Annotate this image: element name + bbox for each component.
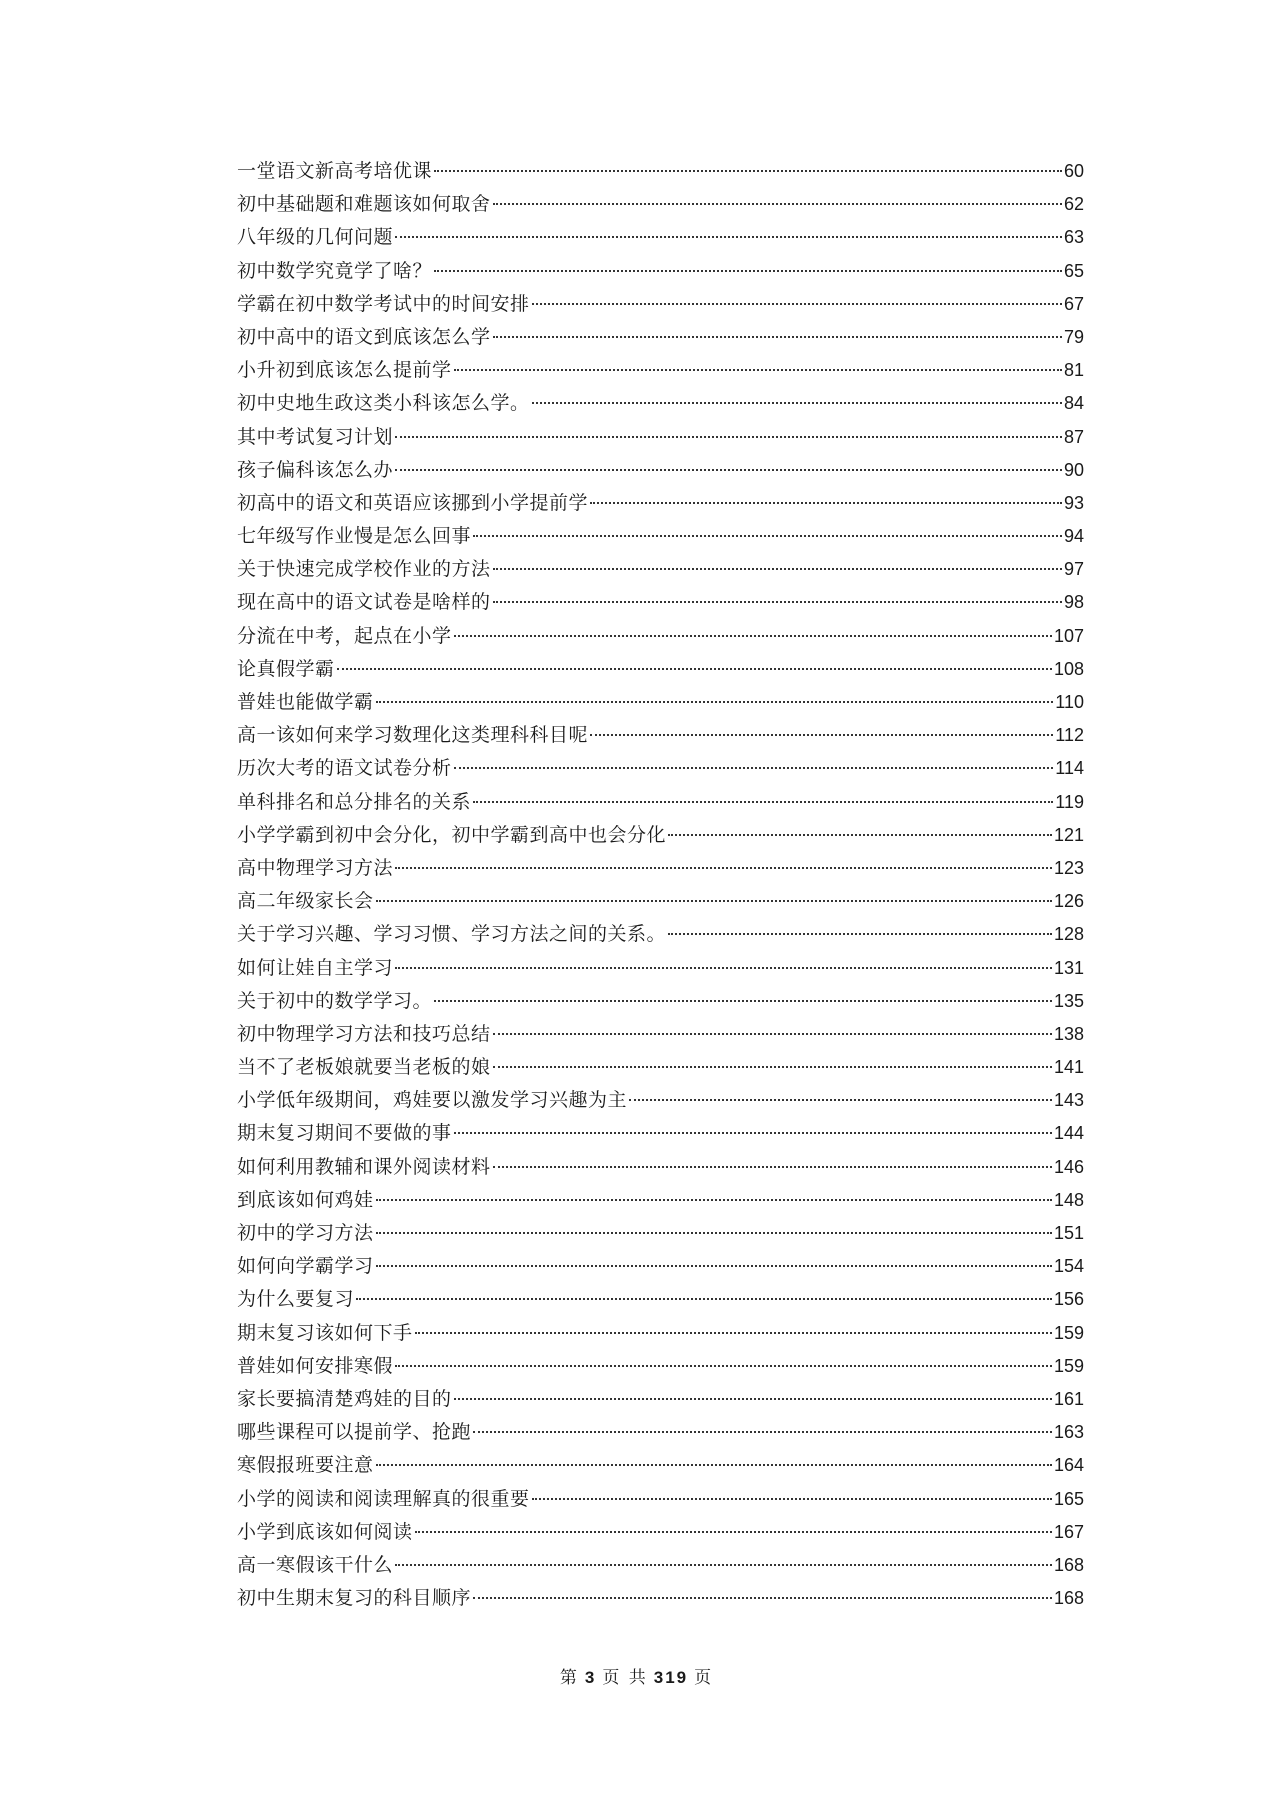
toc-entry-title: 初高中的语文和英语应该挪到小学提前学 <box>237 491 589 514</box>
footer-prefix: 第 <box>559 1668 579 1688</box>
toc-entry-title: 关于快速完成学校作业的方法 <box>237 558 491 581</box>
toc-entry[interactable] <box>237 1184 1084 1217</box>
toc-entry-page-number: 110 <box>1055 692 1084 712</box>
toc-entry-title: 到底该如何鸡娃 <box>237 1188 374 1211</box>
toc-entry-title: 小学的阅读和阅读理解真的很重要 <box>237 1487 530 1510</box>
dot-leader <box>454 369 1062 371</box>
toc-entry[interactable] <box>237 553 1084 586</box>
toc-entry[interactable] <box>237 421 1084 454</box>
toc-entry-title: 高一寒假该干什么 <box>237 1553 394 1576</box>
toc-entry-page-number: 112 <box>1055 725 1084 746</box>
toc-entry-page-number: 135 <box>1053 990 1084 1011</box>
toc-entry-title: 期末复习期间不要做的事 <box>237 1122 452 1145</box>
toc-entry-title: 七年级写作业慢是怎么回事 <box>237 525 472 548</box>
toc-entry-page-number: 79 <box>1063 326 1084 347</box>
toc-entry-page-number: 65 <box>1063 260 1084 281</box>
toc-entry-title: 为什么要复习 <box>237 1288 355 1311</box>
toc-entry-title: 普娃如何安排寒假 <box>237 1354 394 1377</box>
toc-entry-page-number: 60 <box>1063 161 1084 181</box>
toc-entry[interactable] <box>237 952 1084 985</box>
toc-entry[interactable] <box>237 985 1084 1018</box>
toc-entry-page-number: 165 <box>1053 1488 1084 1509</box>
toc-entry[interactable] <box>237 520 1084 553</box>
toc-entry[interactable] <box>237 885 1084 918</box>
toc-entry-title: 其中考试复习计划 <box>237 425 394 448</box>
toc-entry-page-number: 143 <box>1053 1090 1084 1111</box>
dot-leader <box>493 1033 1052 1035</box>
toc-entry[interactable] <box>237 188 1084 221</box>
toc-entry-title: 初中史地生政这类小科该怎么学。 <box>237 392 530 415</box>
dot-leader <box>395 867 1052 869</box>
toc-entry-title: 寒假报班要注意 <box>237 1454 374 1477</box>
toc-entry-title: 初中高中的语文到底该怎么学 <box>237 325 491 348</box>
page-footer <box>0 1663 1273 1688</box>
toc-entry-title: 小学低年级期间，鸡娃要以激发学习兴趣为主 <box>237 1089 628 1112</box>
toc-entry-title: 关于学习兴趣、学习习惯、学习方法之间的关系。 <box>237 923 667 946</box>
toc-entry-page-number: 81 <box>1063 360 1084 381</box>
dot-leader <box>473 1597 1052 1599</box>
footer-suffix: 页 <box>694 1668 714 1688</box>
dot-leader <box>493 601 1062 603</box>
toc-entry-title: 家长要搞清楚鸡娃的目的 <box>237 1387 452 1410</box>
dot-leader <box>395 469 1062 471</box>
toc-entry[interactable] <box>237 1416 1084 1449</box>
dot-leader <box>590 734 1053 736</box>
dot-leader <box>473 801 1053 803</box>
toc-entry-page-number: 114 <box>1055 758 1084 779</box>
dot-leader <box>532 402 1062 404</box>
toc-entry[interactable] <box>237 321 1084 354</box>
toc-entry-page-number: 159 <box>1053 1322 1084 1343</box>
toc-entry-page-number: 156 <box>1053 1289 1084 1310</box>
toc-entry[interactable] <box>237 1283 1084 1316</box>
toc-entry-page-number: 161 <box>1053 1388 1084 1409</box>
toc-entry-page-number: 126 <box>1053 891 1084 912</box>
toc-entry-title: 学霸在初中数学考试中的时间安排 <box>237 292 530 315</box>
toc-entry-title: 单科排名和总分排名的关系 <box>237 790 472 813</box>
dot-leader <box>454 767 1054 769</box>
toc-entry-page-number: 141 <box>1053 1057 1084 1078</box>
toc-entry-page-number: 131 <box>1053 957 1084 978</box>
toc-entry-page-number: 148 <box>1053 1189 1084 1210</box>
toc-entry[interactable] <box>237 221 1084 254</box>
toc-entry[interactable] <box>237 1151 1084 1184</box>
toc-entry[interactable] <box>237 1084 1084 1117</box>
dot-leader <box>376 1464 1052 1466</box>
toc-entry-page-number: 144 <box>1053 1123 1084 1144</box>
toc-entry-page-number: 168 <box>1053 1554 1084 1575</box>
toc-entry-title: 普娃也能做学霸 <box>237 691 374 713</box>
toc-entry-page-number: 108 <box>1053 658 1084 679</box>
toc-entry-title: 分流在中考，起点在小学 <box>237 624 452 647</box>
dot-leader <box>532 1498 1052 1500</box>
dot-leader <box>395 967 1052 969</box>
toc-entry[interactable] <box>237 1582 1084 1615</box>
toc-entry[interactable] <box>237 454 1084 487</box>
toc-entry-page-number: 154 <box>1053 1256 1084 1277</box>
toc-entry[interactable] <box>237 288 1084 321</box>
toc-entry[interactable] <box>237 1350 1084 1383</box>
toc-entry-page-number: 90 <box>1063 459 1084 480</box>
toc-entry-page-number: 164 <box>1053 1455 1084 1476</box>
toc-entry-page-number: 67 <box>1063 293 1084 314</box>
dot-leader <box>415 1332 1052 1334</box>
toc-entry-title: 初中生期末复习的科目顺序 <box>237 1587 472 1610</box>
dot-leader <box>454 1132 1052 1134</box>
toc-entry-page-number: 93 <box>1063 492 1084 513</box>
toc-entry-title: 八年级的几何问题 <box>237 226 394 249</box>
dot-leader <box>493 203 1062 205</box>
toc-entry-title: 小升初到底该怎么提前学 <box>237 359 452 382</box>
toc-entry-page-number: 159 <box>1053 1355 1084 1376</box>
toc-entry[interactable] <box>237 620 1084 653</box>
toc-entry[interactable] <box>237 1018 1084 1051</box>
dot-leader <box>376 1265 1052 1267</box>
toc-entry-title: 一堂语文新高考培优课 <box>237 160 433 182</box>
toc-entry-page-number: 94 <box>1063 526 1084 547</box>
dot-leader <box>532 303 1062 305</box>
toc-entry[interactable] <box>237 819 1084 852</box>
toc-entry[interactable] <box>237 586 1084 619</box>
toc-entry[interactable] <box>237 918 1084 951</box>
toc-entry-title: 论真假学霸 <box>237 657 335 680</box>
toc-entry[interactable] <box>237 1217 1084 1250</box>
dot-leader <box>376 900 1052 902</box>
toc-entry-page-number: 151 <box>1053 1223 1084 1243</box>
toc-entry-page-number: 167 <box>1053 1521 1084 1542</box>
toc-entry-title: 哪些课程可以提前学、抢跑 <box>237 1421 472 1444</box>
toc-entry-title: 初中物理学习方法和技巧总结 <box>237 1022 491 1045</box>
dot-leader <box>395 436 1062 438</box>
current-page-number: 3 <box>584 1668 597 1687</box>
toc-entry-title: 如何让娃自主学习 <box>237 956 394 979</box>
toc-entry-title: 期末复习该如何下手 <box>237 1321 413 1344</box>
dot-leader <box>434 270 1062 272</box>
toc-entry[interactable] <box>237 752 1084 785</box>
dot-leader <box>415 1531 1052 1533</box>
toc-entry[interactable] <box>237 1250 1084 1283</box>
toc-entry[interactable] <box>237 1483 1084 1516</box>
toc-entry-title: 高一该如何来学习数理化这类理科科目呢 <box>237 724 589 747</box>
toc-entry-title: 小学到底该如何阅读 <box>237 1520 413 1543</box>
dot-leader <box>395 236 1062 238</box>
table-of-contents <box>237 155 1084 1615</box>
dot-leader <box>454 635 1052 637</box>
toc-entry-title: 初中的学习方法 <box>237 1222 374 1244</box>
toc-entry-title: 初中基础题和难题该如何取舍 <box>237 193 491 216</box>
toc-entry-page-number: 138 <box>1053 1023 1084 1044</box>
toc-entry[interactable] <box>237 387 1084 420</box>
toc-entry[interactable] <box>237 653 1084 686</box>
toc-entry[interactable] <box>237 255 1084 288</box>
toc-entry-title: 关于初中的数学学习。 <box>237 989 433 1012</box>
dot-leader <box>590 502 1062 504</box>
toc-entry-page-number: 107 <box>1053 625 1084 646</box>
toc-entry-title: 如何向学霸学习 <box>237 1255 374 1278</box>
toc-entry-title: 当不了老板娘就要当老板的娘 <box>237 1056 491 1079</box>
dot-leader <box>434 170 1062 172</box>
dot-leader <box>337 668 1052 670</box>
dot-leader <box>629 1099 1052 1101</box>
toc-entry-title: 小学学霸到初中会分化，初中学霸到高中也会分化 <box>237 823 667 846</box>
dot-leader <box>493 336 1062 338</box>
toc-entry-page-number: 97 <box>1063 559 1084 580</box>
dot-leader <box>493 1066 1052 1068</box>
dot-leader <box>668 933 1052 935</box>
toc-entry-page-number: 146 <box>1053 1156 1084 1177</box>
toc-entry[interactable] <box>237 354 1084 387</box>
dot-leader <box>376 1199 1052 1201</box>
dot-leader <box>434 1000 1052 1002</box>
toc-entry-page-number: 98 <box>1063 592 1084 613</box>
toc-entry[interactable] <box>237 1549 1084 1582</box>
toc-entry-page-number: 63 <box>1063 227 1084 248</box>
toc-entry-page-number: 119 <box>1055 791 1084 812</box>
toc-entry[interactable] <box>237 719 1084 752</box>
toc-entry-title: 如何利用教辅和课外阅读材料 <box>237 1155 491 1178</box>
toc-entry[interactable] <box>237 155 1084 188</box>
toc-entry-title: 高二年级家长会 <box>237 890 374 913</box>
toc-entry-page-number: 128 <box>1053 924 1084 945</box>
toc-entry-title: 现在高中的语文试卷是啥样的 <box>237 591 491 614</box>
footer-middle: 页 共 <box>602 1668 648 1688</box>
dot-leader <box>668 834 1052 836</box>
toc-entry-page-number: 121 <box>1053 824 1084 845</box>
toc-entry-page-number: 62 <box>1063 194 1084 215</box>
toc-entry[interactable] <box>237 686 1084 719</box>
total-page-count: 319 <box>653 1668 689 1687</box>
toc-entry[interactable] <box>237 1383 1084 1416</box>
toc-entry[interactable] <box>237 1449 1084 1482</box>
toc-entry-page-number: 123 <box>1053 857 1084 878</box>
toc-entry-page-number: 84 <box>1063 393 1084 414</box>
toc-entry[interactable] <box>237 852 1084 885</box>
toc-entry[interactable] <box>237 1317 1084 1350</box>
dot-leader <box>493 568 1062 570</box>
toc-entry[interactable] <box>237 1117 1084 1150</box>
toc-entry-title: 初中数学究竟学了啥？ <box>237 259 433 282</box>
toc-entry-page-number: 168 <box>1053 1588 1084 1609</box>
dot-leader <box>395 1365 1052 1367</box>
dot-leader <box>376 1232 1052 1234</box>
toc-entry[interactable] <box>237 487 1084 520</box>
toc-entry[interactable] <box>237 786 1084 819</box>
toc-entry[interactable] <box>237 1516 1084 1549</box>
dot-leader <box>454 1398 1052 1400</box>
toc-entry[interactable] <box>237 1051 1084 1084</box>
dot-leader <box>473 535 1062 537</box>
toc-entry-page-number: 87 <box>1063 426 1084 447</box>
dot-leader <box>473 1431 1052 1433</box>
toc-entry-title: 历次大考的语文试卷分析 <box>237 757 452 780</box>
dot-leader <box>356 1298 1052 1300</box>
dot-leader <box>376 701 1054 703</box>
dot-leader <box>493 1166 1052 1168</box>
toc-entry-page-number: 163 <box>1053 1422 1084 1443</box>
toc-entry-title: 孩子偏科该怎么办 <box>237 458 394 481</box>
dot-leader <box>395 1564 1052 1566</box>
toc-entry-title: 高中物理学习方法 <box>237 856 394 879</box>
